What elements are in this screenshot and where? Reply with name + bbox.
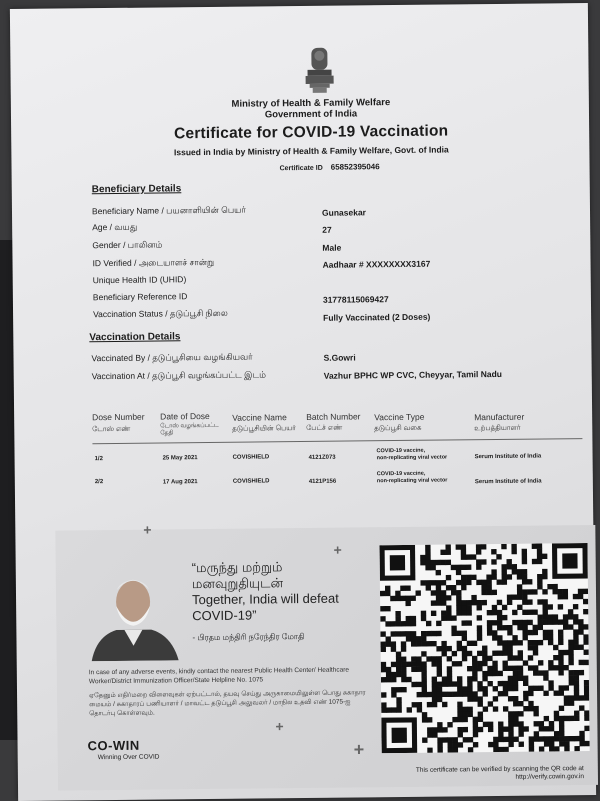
th-dose-number-ta: டோஸ் எண் <box>92 425 131 434</box>
dose-cell: 1/2 <box>94 456 103 463</box>
pm-quote: “மருந்து மற்றும் மனவுறுதியுடன் Together, India will defeat COVID-19” <box>191 559 339 624</box>
prime-minister-portrait <box>86 565 182 661</box>
beneficiary-name-value: Gunasekar <box>321 207 367 218</box>
vaccinated-at-value: Vazhur BPHC WP CVC, Cheyyar, Tamil Nadu <box>323 368 503 381</box>
th-manufacturer-ta: உற்பத்தியாளர் <box>474 424 521 433</box>
beneficiary-name-label: Beneficiary Name / பயனாளியின் பெயர் <box>91 204 246 217</box>
adverse-events-en: In case of any adverse events, kindly contact the nearest Public Health Center/ Healthcare Worker/District Immunization Officer/State Helpline No. 1075 <box>88 666 350 686</box>
vaccination-heading: Vaccination Details <box>89 331 181 344</box>
batch-cell: 4121Z073 <box>308 454 336 461</box>
certificate-title: Certificate for COVID-19 Vaccination <box>173 122 449 143</box>
gender-label: Gender / பாலினம் <box>92 239 163 251</box>
gender-value: Male <box>322 242 342 253</box>
verify-note: This certificate can be verified by scanning the QR code at http://verify.cowin.gov.in <box>415 765 584 781</box>
adverse-events-ta: ஏதேனும் எதிர்மறை விளைவுகள் ஏற்பட்டால், தயவு செய்து அருகாமையிலுள்ள பொது சுகாதார மையம் / சுகாதாரப் பணியாளர் / மாவட்ட தடுப்பூசி அலுவலர் / மாநில உதவி எண் 1075-ஐ தொடர்பு கொள்ளவும். <box>89 689 366 718</box>
cowin-logo: CO-WIN <box>87 737 140 754</box>
ministry-name: Ministry of Health & Family Welfare Government of India <box>231 97 391 121</box>
name-cell: COVISHIELD <box>232 454 270 461</box>
th-vaccine-name: Vaccine Name <box>232 412 287 423</box>
id-verified-value: Aadhaar # XXXXXXXX3167 <box>322 258 431 270</box>
certificate-id: Certificate ID 65852395046 <box>279 162 380 173</box>
qr-code-icon <box>380 543 590 753</box>
th-date-ta: டோஸ் வழங்கப்பட்ட தேதி <box>160 422 219 437</box>
national-emblem-icon <box>298 46 341 96</box>
vaccination-status-value: Fully Vaccinated (2 Doses) <box>323 311 431 323</box>
vaccination-status-label: Vaccination Status / தடுப்பூசி நிலை <box>93 307 228 320</box>
dose-cell: 2/2 <box>94 479 104 486</box>
plus-icon: + <box>333 541 342 558</box>
vaccinated-by-value: S.Gowri <box>323 352 356 363</box>
th-date: Date of Dose <box>160 410 210 422</box>
reference-id-label: Beneficiary Reference ID <box>92 291 188 303</box>
th-batch-number-ta: பேட்ச் எண் <box>306 424 343 432</box>
th-vaccine-type: Vaccine Type <box>374 411 425 423</box>
plus-icon: + <box>353 739 365 760</box>
type-cell: COVID-19 vaccine, non-replicating viral vector <box>376 470 448 485</box>
beneficiary-heading: Beneficiary Details <box>91 183 182 196</box>
date-cell: 17 Aug 2021 <box>162 479 198 486</box>
th-vaccine-type-ta: தடுப்பூசி வகை <box>374 424 422 433</box>
th-dose-number: Dose Number <box>92 411 145 423</box>
th-vaccine-name-ta: தடுப்பூசியின் பெயர் <box>232 425 296 433</box>
age-value: 27 <box>322 224 332 235</box>
th-manufacturer: Manufacturer <box>474 411 525 423</box>
type-cell: COVID-19 vaccine, non-replicating viral vector <box>376 447 448 462</box>
batch-cell: 4121P156 <box>308 478 337 485</box>
plus-icon: + <box>275 718 284 735</box>
date-cell: 25 May 2021 <box>162 455 198 462</box>
verification-qr-code <box>380 543 590 753</box>
age-label: Age / வயது <box>92 221 138 233</box>
th-batch-number: Batch Number <box>306 411 361 422</box>
vaccinated-at-label: Vaccination At / தடுப்பூசி வழங்கப்பட்ட இடம் <box>91 369 267 382</box>
uhid-label: Unique Health ID (UHID) <box>92 274 187 286</box>
name-cell: COVISHIELD <box>232 478 270 485</box>
mfr-cell: Serum Institute of India <box>474 453 542 461</box>
pm-name: - பிரதம மந்திரி நரேந்திர மோதி <box>192 631 305 643</box>
mfr-cell: Serum Institute of India <box>474 478 542 486</box>
issued-by: Issued in India by Ministry of Health & Family Welfare, Govt. of India <box>173 144 449 158</box>
cowin-tagline: Winning Over COVID <box>97 753 160 762</box>
id-verified-label: ID Verified / அடையாளச் சான்று <box>92 256 215 269</box>
vaccinated-by-label: Vaccinated By / தடுப்பூசியை வழங்கியவர் <box>91 351 253 364</box>
reference-id-value: 31778115069427 <box>322 294 389 305</box>
plus-icon: + <box>143 521 152 538</box>
table-divider <box>92 438 582 444</box>
certificate-paper <box>10 3 596 801</box>
